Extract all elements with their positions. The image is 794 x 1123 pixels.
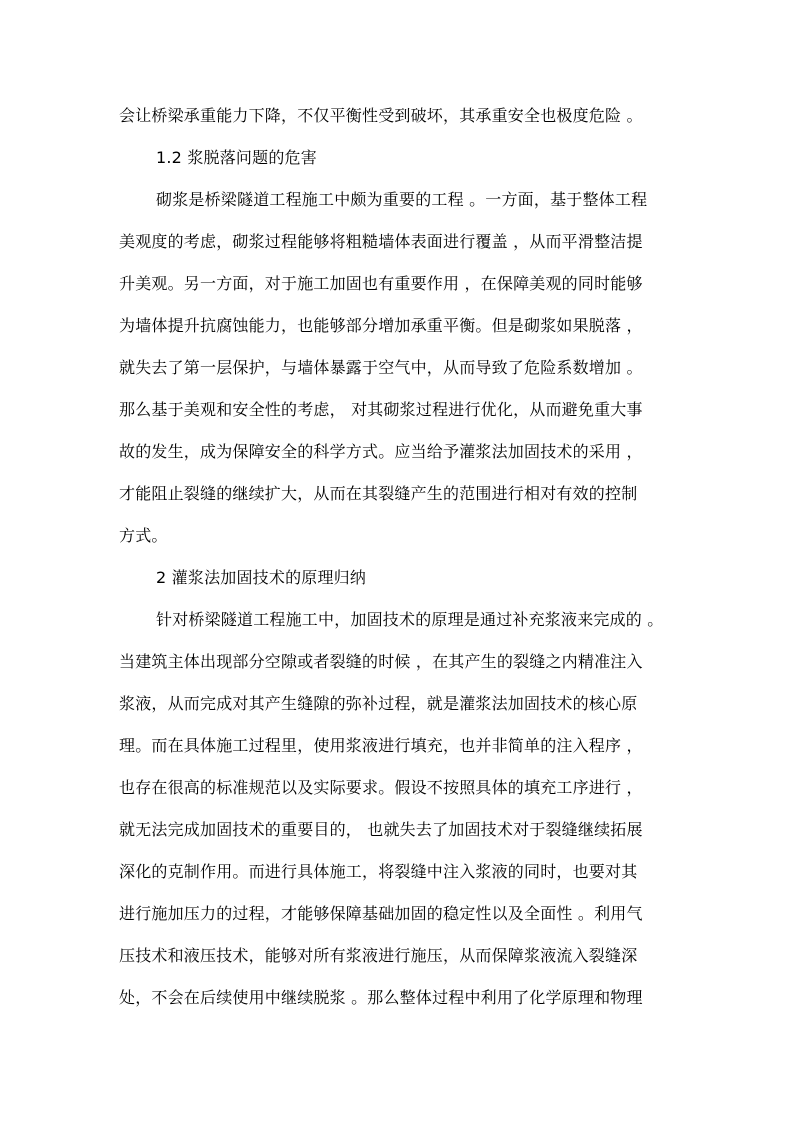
body-text-line: 会让桥梁承重能力下降，不仅平衡性受到破坏，其承重安全也极度危险 。 — [119, 106, 643, 125]
body-text-line: 进行施加压力的过程，才能够保障基础加固的稳定性以及全面性 。利用气 — [119, 904, 643, 923]
section-heading: 1.2 浆脱落问题的危害 — [156, 148, 317, 167]
body-text-line: 为墙体提升抗腐蚀能力，也能够部分增加承重平衡。但是砌浆如果脱落 ， — [119, 316, 643, 335]
body-text-line: 就无法完成加固技术的重要目的， 也就失去了加固技术对于裂缝继续拓展 — [119, 820, 643, 839]
body-text-line: 才能阻止裂缝的继续扩大，从而在其裂缝产生的范围进行相对有效的控制 — [119, 484, 638, 503]
paragraph-first-line: 砌浆是桥梁隧道工程施工中颇为重要的工程 。一方面，基于整体工程 — [156, 190, 648, 209]
body-text-line: 当建筑主体出现部分空隙或者裂缝的时候 ，在其产生的裂缝之内精准注入 — [119, 652, 643, 671]
body-text-line: 升美观。另一方面，对于施工加固也有重要作用 ，在保障美观的同时能够 — [119, 274, 643, 293]
body-text-line: 也存在很高的标准规范以及实际要求。假设不按照具体的填充工序进行 ， — [119, 778, 643, 797]
body-text-line: 美观度的考虑，砌浆过程能够将粗糙墙体表面进行覆盖 ，从而平滑整洁提 — [119, 232, 643, 251]
paragraph-first-line: 针对桥梁隧道工程施工中，加固技术的原理是通过补充浆液来完成的 。 — [156, 610, 664, 629]
body-text-line: 压技术和液压技术，能够对所有浆液进行施压，从而保障浆液流入裂缝深 — [119, 946, 638, 965]
body-text-line: 深化的克制作用。而进行具体施工，将裂缝中注入浆液的同时，也要对其 — [119, 862, 638, 881]
body-text-line: 理。而在具体施工过程里，使用浆液进行填充，也并非简单的注入程序 ， — [119, 736, 643, 755]
section-heading: 2 灌浆法加固技术的原理归纳 — [156, 568, 367, 587]
body-text-line: 处，不会在后续使用中继续脱浆 。那么整体过程中利用了化学原理和物理 — [119, 988, 643, 1007]
body-text-line: 就失去了第一层保护，与墙体暴露于空气中，从而导致了危险系数增加 。 — [119, 358, 643, 377]
body-text-line: 那么基于美观和安全性的考虑， 对其砌浆过程进行优化，从而避免重大事 — [119, 400, 643, 419]
body-text-line: 故的发生，成为保障安全的科学方式。应当给予灌浆法加固技术的采用 ， — [119, 442, 643, 461]
body-text-line: 浆液，从而完成对其产生缝隙的弥补过程，就是灌浆法加固技术的核心原 — [119, 694, 638, 713]
body-text-line: 方式。 — [119, 526, 168, 545]
